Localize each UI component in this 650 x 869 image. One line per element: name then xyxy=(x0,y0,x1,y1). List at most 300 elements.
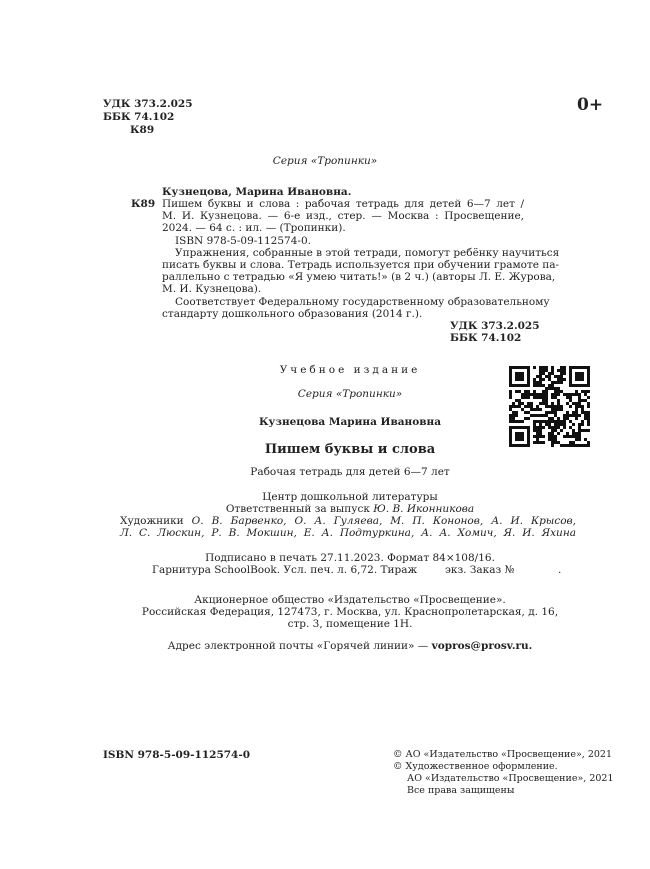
order-dot: . xyxy=(558,564,562,576)
qr-module xyxy=(578,396,581,399)
imprint-author: Кузнецова Марина Ивановна xyxy=(258,416,442,428)
qr-module xyxy=(563,423,566,426)
qr-module xyxy=(566,393,569,396)
qr-module xyxy=(548,384,551,387)
biblio-mark: К89 xyxy=(131,198,156,210)
qr-module xyxy=(581,366,584,369)
qr-module xyxy=(527,441,530,444)
qr-module xyxy=(554,375,557,378)
qr-module xyxy=(572,414,575,417)
qr-module xyxy=(557,387,560,390)
qr-module xyxy=(578,399,581,402)
qr-module xyxy=(572,432,575,435)
qr-module xyxy=(524,393,527,396)
qr-module xyxy=(572,393,575,396)
qr-module xyxy=(575,402,578,405)
qr-module xyxy=(545,399,548,402)
qr-module xyxy=(542,393,545,396)
qr-module xyxy=(548,435,551,438)
qr-module xyxy=(521,396,524,399)
qr-module xyxy=(518,402,521,405)
qr-module xyxy=(509,372,512,375)
copies-order: экз. Заказ № xyxy=(445,564,515,576)
copyright-line: © АО «Издательство «Просвещение», 2021 xyxy=(393,749,613,760)
qr-module xyxy=(509,405,512,408)
qr-module xyxy=(515,414,518,417)
qr-module xyxy=(551,444,554,447)
qr-module xyxy=(551,417,554,420)
qr-module xyxy=(509,369,512,372)
biblio-author: Кузнецова, Марина Ивановна. xyxy=(162,186,352,198)
qr-module xyxy=(539,396,542,399)
qr-module xyxy=(548,423,551,426)
qr-module xyxy=(533,408,536,411)
qr-module xyxy=(509,384,512,387)
qr-module xyxy=(509,414,512,417)
qr-module xyxy=(578,429,581,432)
qr-module xyxy=(533,429,536,432)
qr-module xyxy=(548,417,551,420)
qr-module xyxy=(563,414,566,417)
artists-line xyxy=(120,515,576,528)
qr-module xyxy=(587,396,590,399)
qr-module xyxy=(551,387,554,390)
qr-module xyxy=(554,411,557,414)
qr-module xyxy=(563,444,566,447)
bbk-code: ББК 74.102 xyxy=(103,111,175,123)
qr-module xyxy=(581,390,584,393)
qr-module xyxy=(509,396,512,399)
qr-module xyxy=(587,366,590,369)
qr-module xyxy=(557,417,560,420)
qr-module xyxy=(539,402,542,405)
qr-module xyxy=(545,411,548,414)
qr-module xyxy=(521,375,524,378)
qr-module xyxy=(557,390,560,393)
qr-module xyxy=(524,405,527,408)
qr-module xyxy=(527,432,530,435)
email-link[interactable]: vopros@prosv.ru. xyxy=(431,640,533,652)
qr-module xyxy=(515,420,518,423)
qr-module xyxy=(560,408,563,411)
qr-module xyxy=(581,399,584,402)
qr-module xyxy=(539,378,542,381)
qr-module xyxy=(548,405,551,408)
qr-module xyxy=(578,372,581,375)
qr-module xyxy=(536,429,539,432)
qr-module xyxy=(542,420,545,423)
author-mark: К89 xyxy=(130,124,155,136)
qr-module xyxy=(587,411,590,414)
qr-module xyxy=(560,372,563,375)
qr-module xyxy=(575,444,578,447)
qr-module xyxy=(539,435,542,438)
qr-module xyxy=(557,426,560,429)
qr-module xyxy=(509,435,512,438)
qr-module xyxy=(509,378,512,381)
qr-module xyxy=(551,369,554,372)
qr-module xyxy=(527,405,530,408)
qr-module xyxy=(509,441,512,444)
qr-module xyxy=(557,432,560,435)
biblio-isbn: ISBN 978-5-09-112574-0. xyxy=(175,235,311,247)
qr-module xyxy=(527,375,530,378)
qr-module xyxy=(539,369,542,372)
qr-module xyxy=(578,393,581,396)
qr-module xyxy=(572,423,575,426)
qr-module xyxy=(575,393,578,396)
qr-module xyxy=(575,390,578,393)
qr-module xyxy=(527,444,530,447)
qr-module xyxy=(557,369,560,372)
qr-module xyxy=(575,384,578,387)
copyright-block xyxy=(393,749,614,797)
standard-line: Соответствует Федеральному государственному образовательному xyxy=(175,296,550,308)
qr-module xyxy=(539,414,542,417)
qr-module xyxy=(527,369,530,372)
qr-module xyxy=(512,411,515,414)
qr-module xyxy=(515,426,518,429)
qr-module xyxy=(563,420,566,423)
artists-names: О. В. Барвенко, О. А. Гуляева, М. П. Кононов, А. И. Крысов, xyxy=(191,515,576,527)
qr-module xyxy=(515,366,518,369)
qr-module xyxy=(530,402,533,405)
qr-module xyxy=(554,426,557,429)
qr-module xyxy=(530,414,533,417)
qr-module xyxy=(518,366,521,369)
qr-module xyxy=(584,414,587,417)
qr-module xyxy=(560,369,563,372)
qr-module xyxy=(581,384,584,387)
qr-module xyxy=(551,408,554,411)
qr-module xyxy=(539,432,542,435)
qr-module xyxy=(584,393,587,396)
qr-module xyxy=(551,396,554,399)
qr-module xyxy=(512,426,515,429)
qr-module xyxy=(575,405,578,408)
qr-module xyxy=(545,402,548,405)
qr-module xyxy=(533,423,536,426)
qr-module xyxy=(536,405,539,408)
qr-module xyxy=(518,384,521,387)
qr-module xyxy=(527,435,530,438)
qr-module xyxy=(527,402,530,405)
qr-module xyxy=(521,432,524,435)
qr-module xyxy=(533,384,536,387)
qr-code[interactable] xyxy=(509,366,590,447)
qr-module xyxy=(542,435,545,438)
qr-module xyxy=(551,429,554,432)
qr-module xyxy=(521,366,524,369)
qr-module xyxy=(542,366,545,369)
qr-module xyxy=(569,366,572,369)
qr-module xyxy=(551,411,554,414)
qr-module xyxy=(578,378,581,381)
qr-module xyxy=(548,411,551,414)
qr-module xyxy=(587,423,590,426)
qr-module xyxy=(548,426,551,429)
qr-module xyxy=(536,414,539,417)
qr-module xyxy=(533,435,536,438)
qr-module xyxy=(551,432,554,435)
qr-module xyxy=(545,375,548,378)
qr-module xyxy=(509,366,512,369)
qr-module xyxy=(554,423,557,426)
qr-module xyxy=(563,393,566,396)
qr-module xyxy=(521,426,524,429)
qr-module xyxy=(560,390,563,393)
qr-module xyxy=(557,402,560,405)
qr-module xyxy=(536,426,539,429)
qr-module xyxy=(548,420,551,423)
qr-module xyxy=(536,432,539,435)
qr-module xyxy=(581,408,584,411)
qr-module xyxy=(512,444,515,447)
qr-module xyxy=(587,429,590,432)
qr-module xyxy=(518,420,521,423)
qr-module xyxy=(521,384,524,387)
qr-module xyxy=(512,417,515,420)
qr-module xyxy=(581,444,584,447)
qr-module xyxy=(548,378,551,381)
qr-module xyxy=(509,438,512,441)
qr-module xyxy=(512,402,515,405)
qr-module xyxy=(518,435,521,438)
qr-module xyxy=(587,375,590,378)
qr-module xyxy=(566,411,569,414)
qr-module xyxy=(551,381,554,384)
qr-module xyxy=(518,390,521,393)
qr-module xyxy=(569,378,572,381)
qr-module xyxy=(578,366,581,369)
qr-module xyxy=(575,372,578,375)
annotation-line: писать буквы и слова. Тетрадь используется при обучении грамоте па- xyxy=(162,259,560,271)
qr-module xyxy=(530,408,533,411)
qr-module xyxy=(581,423,584,426)
center-name: Центр дошкольной литературы xyxy=(262,491,438,503)
qr-module xyxy=(524,366,527,369)
qr-module xyxy=(566,435,569,438)
qr-module xyxy=(542,369,545,372)
qr-module xyxy=(551,426,554,429)
qr-module xyxy=(578,432,581,435)
qr-module xyxy=(548,375,551,378)
qr-module xyxy=(545,414,548,417)
qr-module xyxy=(587,444,590,447)
qr-module xyxy=(515,372,518,375)
qr-module xyxy=(539,426,542,429)
qr-module xyxy=(542,378,545,381)
qr-module xyxy=(578,426,581,429)
qr-module xyxy=(548,438,551,441)
qr-module xyxy=(542,426,545,429)
qr-module xyxy=(524,417,527,420)
qr-module xyxy=(509,426,512,429)
qr-module xyxy=(548,432,551,435)
qr-module xyxy=(587,390,590,393)
footer-isbn: ISBN 978-5-09-112574-0 xyxy=(103,749,251,761)
qr-module xyxy=(527,384,530,387)
qr-module xyxy=(569,441,572,444)
qr-module xyxy=(515,435,518,438)
biblio-udk: УДК 373.2.025 xyxy=(450,320,540,332)
annotation-line: раллельно с тетрадью «Я умею читать!» (в 2 ч.) (авторы Л. Е. Журова, xyxy=(162,271,556,283)
responsible-name: Ю. В. Иконникова xyxy=(373,503,475,515)
qr-module xyxy=(575,417,578,420)
qr-module xyxy=(527,390,530,393)
qr-module xyxy=(542,390,545,393)
qr-module xyxy=(575,366,578,369)
qr-module xyxy=(575,438,578,441)
book-title: Пишем буквы и слова xyxy=(264,442,436,457)
qr-module xyxy=(557,378,560,381)
qr-module xyxy=(548,387,551,390)
udk-code: УДК 373.2.025 xyxy=(103,98,193,110)
qr-module xyxy=(578,384,581,387)
qr-module xyxy=(557,381,560,384)
qr-module xyxy=(572,402,575,405)
qr-module xyxy=(572,441,575,444)
qr-module xyxy=(554,429,557,432)
biblio-line: М. И. Кузнецова. — 6-е изд., стер. — Москва : Просвещение, xyxy=(162,210,524,222)
qr-module xyxy=(578,438,581,441)
qr-module xyxy=(572,384,575,387)
qr-module xyxy=(533,390,536,393)
annotation-line: Упражнения, собранные в этой тетради, помогут ребёнку научиться xyxy=(175,247,560,259)
typeface-info: Гарнитура SchoolBook. Усл. печ. л. 6,72. Тираж xyxy=(152,564,418,576)
qr-module xyxy=(584,444,587,447)
qr-module xyxy=(521,435,524,438)
qr-module xyxy=(551,438,554,441)
imprint-series: Серия «Тропинки» xyxy=(297,388,403,400)
qr-module xyxy=(569,372,572,375)
qr-module xyxy=(518,372,521,375)
qr-module xyxy=(533,426,536,429)
qr-module xyxy=(536,420,539,423)
qr-module xyxy=(587,414,590,417)
qr-module xyxy=(587,378,590,381)
qr-module xyxy=(509,420,512,423)
biblio-bbk: ББК 74.102 xyxy=(450,332,522,344)
qr-module xyxy=(584,399,587,402)
qr-module xyxy=(539,381,542,384)
qr-module xyxy=(542,384,545,387)
book-subtitle: Рабочая тетрадь для детей 6—7 лет xyxy=(250,466,450,478)
qr-module xyxy=(527,378,530,381)
qr-module xyxy=(515,375,518,378)
qr-module xyxy=(542,372,545,375)
qr-module xyxy=(554,396,557,399)
artists-line: Л. С. Люскин, Р. В. Мокшин, Е. А. Подтуркина, А. А. Хомич, Я. И. Яхина xyxy=(120,527,576,539)
qr-module xyxy=(521,420,524,423)
qr-module xyxy=(551,366,554,369)
qr-module xyxy=(575,378,578,381)
qr-module xyxy=(524,444,527,447)
qr-module xyxy=(554,435,557,438)
qr-module xyxy=(515,444,518,447)
qr-module xyxy=(536,384,539,387)
qr-module xyxy=(524,384,527,387)
qr-module xyxy=(569,393,572,396)
qr-module xyxy=(578,444,581,447)
qr-module xyxy=(587,369,590,372)
qr-module xyxy=(509,408,512,411)
qr-module xyxy=(563,426,566,429)
qr-module xyxy=(536,438,539,441)
qr-module xyxy=(524,390,527,393)
qr-module xyxy=(572,444,575,447)
qr-module xyxy=(581,411,584,414)
qr-module xyxy=(533,393,536,396)
qr-module xyxy=(572,366,575,369)
qr-module xyxy=(551,393,554,396)
qr-module xyxy=(545,366,548,369)
copyright-line: АО «Издательство «Просвещение», 2021 xyxy=(407,773,614,784)
qr-module xyxy=(554,390,557,393)
qr-module xyxy=(509,432,512,435)
qr-module xyxy=(581,372,584,375)
qr-module xyxy=(551,441,554,444)
qr-module xyxy=(512,384,515,387)
biblio-line: Пишем буквы и слова : рабочая тетрадь для детей 6—7 лет / xyxy=(162,198,524,210)
qr-module xyxy=(554,393,557,396)
hotline-email xyxy=(100,640,600,653)
responsible xyxy=(100,503,600,516)
qr-module xyxy=(545,423,548,426)
qr-module xyxy=(563,372,566,375)
qr-module xyxy=(545,393,548,396)
qr-module xyxy=(554,441,557,444)
qr-module xyxy=(509,393,512,396)
qr-module xyxy=(554,408,557,411)
qr-module xyxy=(557,405,560,408)
qr-module xyxy=(539,423,542,426)
qr-module xyxy=(584,438,587,441)
qr-module xyxy=(587,372,590,375)
qr-module xyxy=(587,405,590,408)
qr-module xyxy=(527,429,530,432)
qr-module xyxy=(521,372,524,375)
qr-module xyxy=(587,384,590,387)
qr-module xyxy=(572,435,575,438)
qr-module xyxy=(521,438,524,441)
copyright-line: Все права защищены xyxy=(407,785,515,796)
qr-module xyxy=(533,441,536,444)
qr-module xyxy=(545,390,548,393)
qr-module xyxy=(539,372,542,375)
qr-module xyxy=(536,381,539,384)
series-title: Серия «Тропинки» xyxy=(272,155,378,167)
qr-module xyxy=(563,417,566,420)
qr-module xyxy=(518,378,521,381)
qr-module xyxy=(566,396,569,399)
qr-module xyxy=(545,420,548,423)
qr-module xyxy=(536,408,539,411)
qr-module xyxy=(551,402,554,405)
qr-module xyxy=(563,369,566,372)
qr-module xyxy=(587,381,590,384)
qr-module xyxy=(566,402,569,405)
qr-module xyxy=(584,384,587,387)
qr-module xyxy=(575,411,578,414)
qr-module xyxy=(539,420,542,423)
qr-module xyxy=(542,414,545,417)
qr-module xyxy=(515,411,518,414)
qr-module xyxy=(542,399,545,402)
qr-module xyxy=(560,405,563,408)
qr-module xyxy=(560,375,563,378)
qr-module xyxy=(557,423,560,426)
